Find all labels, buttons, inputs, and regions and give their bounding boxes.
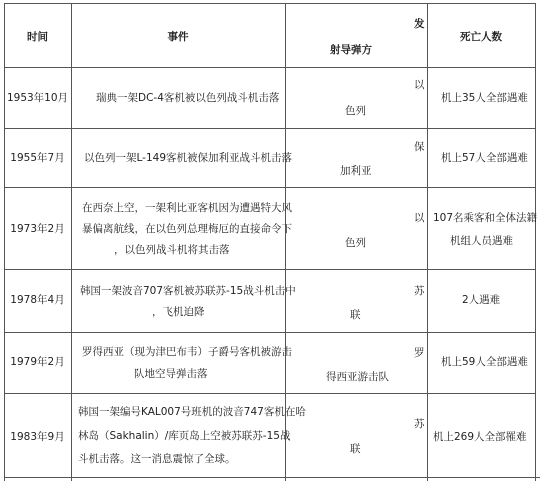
table-border-top: [4, 3, 536, 4]
header-time: 时间: [27, 31, 48, 43]
row-divider: [4, 187, 536, 188]
cell-event-line: ，飞机迫降: [152, 306, 205, 318]
header-shooter-top: 发: [414, 18, 425, 30]
cell-time: 1953年10月: [6, 92, 69, 104]
cell-time: 1978年4月: [10, 294, 65, 306]
cell-event-line: 队地空导弹击落: [134, 368, 208, 380]
cell-shooter-top: 罗: [414, 347, 425, 359]
row-divider: [4, 477, 540, 478]
cell-event-line: 在西奈上空，一架利比亚客机因为遭遇特大风: [82, 202, 292, 214]
row-divider: [4, 269, 536, 270]
cell-deaths: 机上35人全部遇难: [441, 92, 528, 104]
column-divider: [427, 3, 428, 481]
table-border-right: [535, 3, 536, 481]
cell-deaths: 2人遇难: [462, 294, 501, 306]
cell-deaths-line: 107名乘客和全体法籍: [433, 212, 538, 224]
cell-shooter-top: 以: [414, 79, 425, 91]
cell-deaths-line: 机组人员遇难: [450, 235, 513, 247]
header-shooter: 射导弹方: [330, 44, 372, 56]
row-divider: [4, 332, 536, 333]
cell-deaths: 机上59人全部遇难: [441, 356, 528, 368]
row-divider: [4, 67, 536, 68]
header-deaths: 死亡人数: [460, 31, 502, 43]
cell-time: 1955年7月: [10, 152, 65, 164]
header-event: 事件: [167, 31, 189, 43]
table-border-left: [4, 3, 5, 481]
cell-event: 瑞典一架DC-4客机被以色列战斗机击落: [96, 92, 280, 104]
cell-shooter: 色列: [345, 105, 366, 117]
cell-shooter: 联: [350, 309, 361, 321]
cell-shooter-top: 保: [414, 141, 425, 153]
cell-shooter: 联: [350, 443, 361, 455]
cell-event-line: 韩国一架编号KAL007号班机的波音747客机在哈: [78, 406, 306, 418]
cell-shooter-top: 苏: [414, 418, 425, 430]
cell-shooter-top: 以: [414, 212, 425, 224]
row-divider: [4, 393, 536, 394]
cell-shooter-top: 苏: [414, 285, 425, 297]
cell-shooter: 得西亚游击队: [326, 371, 389, 383]
cell-event-line: ，以色列战斗机将其击落: [114, 244, 230, 256]
cell-shooter: 加利亚: [340, 165, 372, 177]
cell-time: 1983年9月: [10, 431, 65, 443]
cell-event-line: 林岛（Sakhalin）/库页岛上空被苏联苏-15战: [78, 430, 291, 442]
cell-deaths: 机上57人全部遇难: [441, 152, 528, 164]
cell-event-line: 韩国一架波音707客机被苏联苏-15战斗机击中: [80, 285, 296, 297]
cell-shooter: 色列: [345, 237, 366, 249]
column-divider: [71, 3, 72, 481]
cell-deaths: 机上269人全部罹难: [433, 431, 527, 443]
cell-event-line: 罗得西亚（现为津巴布韦）子爵号客机被游击: [82, 346, 292, 358]
cell-event: 以色列一架L-149客机被保加利亚战斗机击落: [84, 152, 292, 164]
row-divider: [4, 128, 536, 129]
cell-event-line: 暴偏离航线，在以色列总理梅厄的直接命令下: [82, 223, 292, 235]
cell-time: 1973年2月: [10, 223, 65, 235]
cell-time: 1979年2月: [10, 356, 65, 368]
cell-event-line: 斗机击落。这一消息震惊了全球。: [78, 453, 236, 465]
